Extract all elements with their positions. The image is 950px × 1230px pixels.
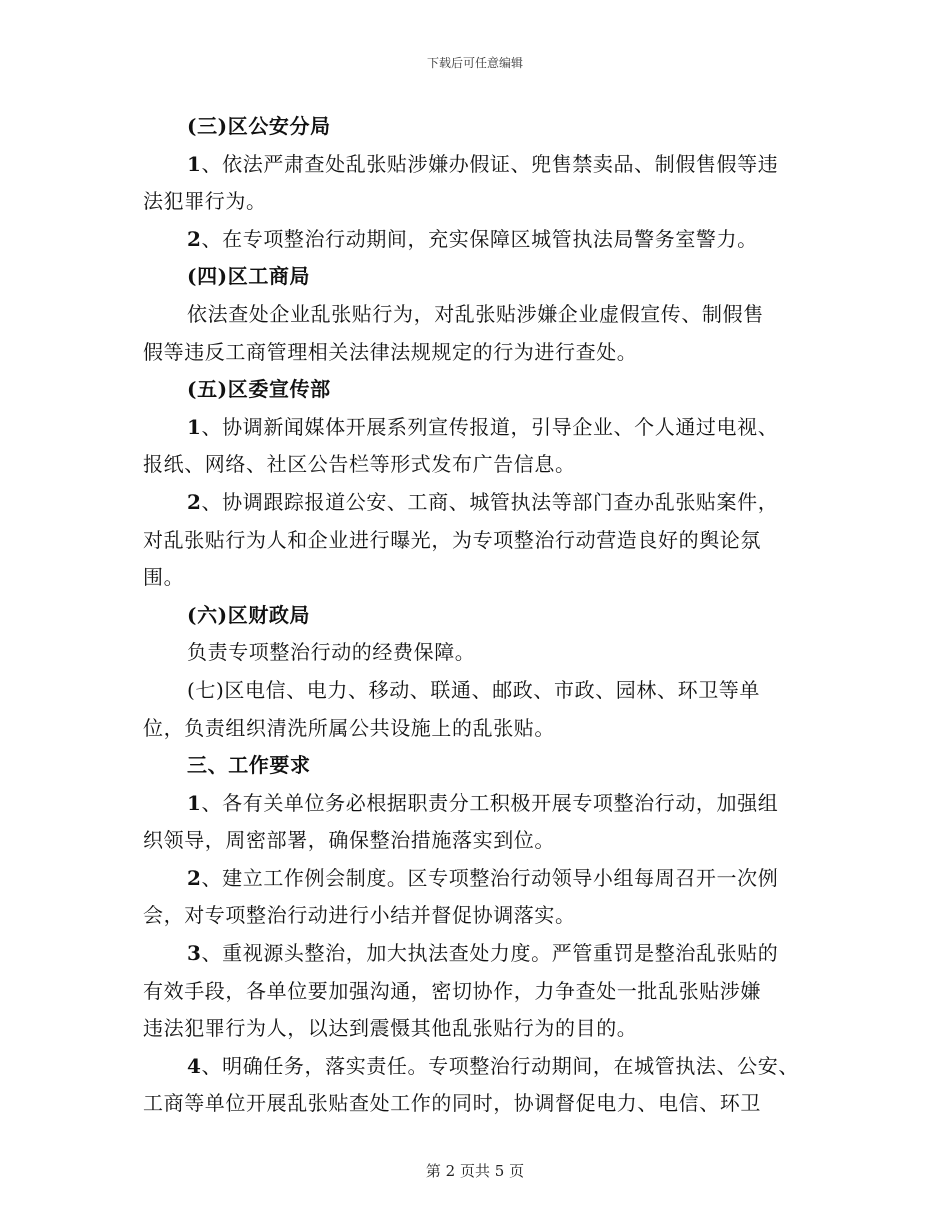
text-line (143, 860, 823, 898)
line-text: 、协调新闻媒体开展系列宣传报道，引导企业、个人通过电视、 (201, 414, 779, 439)
line-text: 、协调跟踪报道公安、工商、城管执法等部门查办乱张贴案件， (201, 489, 779, 514)
line-text: 假等违反工商管理相关法律法规规定的行为进行查处。 (143, 339, 638, 364)
item-number: 2 (187, 865, 202, 890)
text-line (143, 897, 823, 935)
text-line (143, 522, 823, 560)
text-line (143, 446, 823, 484)
text-line (143, 1010, 823, 1048)
item-number: 2 (187, 489, 202, 514)
text-line (143, 710, 823, 748)
line-text: 违法犯罪行为人，以达到震慑其他乱张贴行为的目的。 (143, 1016, 638, 1041)
line-text: 、建立工作例会制度。区专项整治行动领导小组每周召开一次例 (201, 865, 779, 890)
line-text: 、明确任务，落实责任。专项整治行动期间，在城管执法、公安、 (201, 1053, 799, 1078)
line-text: 会，对专项整治行动进行小结并督促协调落实。 (143, 903, 576, 928)
line-text: 对乱张贴行为人和企业进行曝光，为专项整治行动营造良好的舆论氛 (143, 527, 761, 552)
line-text: 负责专项整治行动的经费保障。 (187, 640, 476, 665)
line-text: 、依法严肃查处乱张贴涉嫌办假证、兜售禁卖品、制假售假等违 (201, 151, 779, 176)
item-number: 1 (187, 151, 202, 176)
line-text: 织领导，周密部署，确保整治措施落实到位。 (143, 828, 555, 853)
item-number: 1 (187, 790, 202, 815)
text-line (143, 296, 823, 334)
text-line (143, 1085, 823, 1123)
line-text: 有效手段，各单位要加强沟通，密切协作，力争查处一批乱张贴涉嫌 (143, 978, 761, 1003)
page-header: 下载后可任意编辑 (426, 56, 523, 70)
line-text: 报纸、网络、社区公告栏等形式发布广告信息。 (143, 452, 576, 477)
text-line (143, 672, 823, 710)
item-number: 2 (187, 226, 202, 251)
page-footer: 第 2 页共 5 页 (425, 1162, 525, 1180)
section-heading: (五)区委宣传部 (187, 377, 331, 402)
text-line (143, 183, 823, 221)
text-line (143, 221, 823, 259)
text-line (143, 1048, 823, 1086)
line-text: 、各有关单位务必根据职责分工积极开展专项整治行动，加强组 (201, 790, 779, 815)
line-text: (七)区电信、电力、移动、联通、邮政、市政、园林、环卫等单 (187, 677, 761, 702)
section-heading: (三)区公安分局 (187, 114, 331, 138)
line-text: 位，负责组织清洗所属公共设施上的乱张贴。 (143, 715, 555, 740)
document-body (143, 108, 823, 1123)
item-number: 1 (187, 414, 202, 439)
line-text: 依法查处企业乱张贴行为，对乱张贴涉嫌企业虚假宣传、制假售 (187, 301, 764, 326)
line-text: 围。 (143, 565, 185, 590)
section-heading: (四)区工商局 (187, 264, 311, 289)
text-line (143, 822, 823, 860)
line-text: 法犯罪行为。 (143, 189, 267, 214)
text-line (143, 559, 823, 597)
item-number: 3 (187, 941, 202, 966)
text-line (143, 935, 823, 973)
line-text: 工商等单位开展乱张贴查处工作的同时，协调督促电力、电信、环卫 (143, 1091, 761, 1116)
line-text: 、在专项整治行动期间，充实保障区城管执法局警务室警力。 (201, 226, 758, 251)
text-line (143, 409, 823, 447)
text-line (143, 146, 823, 184)
text-line (143, 334, 823, 372)
item-number: 4 (187, 1053, 202, 1078)
text-line (143, 973, 823, 1011)
line-text: 、重视源头整治，加大执法查处力度。严管重罚是整治乱张贴的 (201, 941, 779, 966)
section-heading: (六)区财政局 (187, 602, 311, 627)
text-line (143, 484, 823, 522)
text-line (143, 785, 823, 823)
section-heading: 三、工作要求 (187, 753, 311, 778)
text-line (143, 634, 823, 672)
